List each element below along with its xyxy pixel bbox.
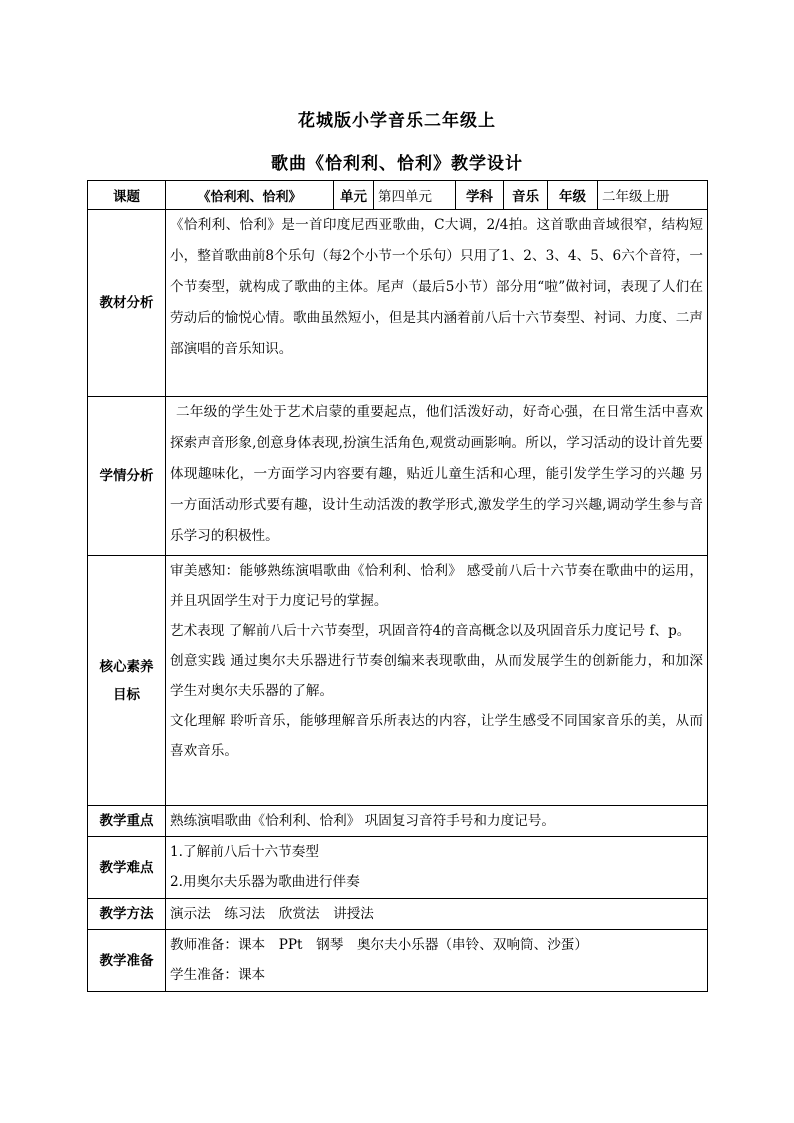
document-title-line2: 歌曲《恰利利、恰利》教学设计 — [271, 154, 523, 174]
student-analysis-content — [166, 397, 708, 556]
methods-text: 演示法 练习法 欣赏法 讲授法 — [170, 906, 374, 922]
preparation-item: 学生准备：课本 — [170, 967, 266, 983]
material-analysis-content — [166, 210, 708, 397]
difficulties-label: 教学难点 — [88, 837, 166, 899]
subject-label: 学科 — [456, 181, 504, 210]
methods-label: 教学方法 — [88, 899, 166, 930]
grade-value: 二年级上册 — [598, 181, 708, 210]
difficulty-item: 2.用奥尔夫乐器为歌曲进行伴奏 — [170, 874, 360, 890]
subject-value: 音乐 — [504, 181, 548, 210]
key-points-label: 教学重点 — [88, 806, 166, 837]
core-goals-label-line2: 目标 — [113, 686, 140, 703]
document-title-line1: 花城版小学音乐二年级上 — [298, 111, 496, 131]
difficulties-content — [166, 837, 708, 899]
student-analysis-text: 二年级的学生处于艺术启蒙的重要起点，他们活泼好动，好奇心强，在日常生活中喜欢探索声音形象,创意身体表现,扮演生活角色,观赏动画影响。所以，学习活动的设计首先要体现趣味化，一方面学习内容要有趣，贴近儿童生活和心理，能引发学生学习的兴趣 另一方面活动形式要有趣，设计生动活泼的教学形式,激发学生的学习兴趣,调动学生参与音乐学习的积极性。 — [170, 404, 703, 544]
lesson-plan-table — [87, 180, 708, 992]
key-points-row — [88, 806, 708, 837]
methods-content — [166, 899, 708, 930]
material-analysis-row — [88, 210, 708, 397]
key-points-content — [166, 806, 708, 837]
goal-item: 文化理解 聆听音乐，能够理解音乐所表达的内容，让学生感受不同国家音乐的美，从而喜欢音乐。 — [170, 713, 703, 759]
unit-value: 第四单元 — [374, 181, 456, 210]
header-row — [88, 181, 708, 210]
goal-item: 审美感知：能够熟练演唱歌曲《恰利利、恰利》 感受前八后十六节奏在歌曲中的运用，并且巩固学生对于力度记号的掌握。 — [170, 563, 703, 609]
preparation-item: 教师准备：课本 PPt 钢琴 奥尔夫小乐器（串铃、双响筒、沙蛋） — [170, 937, 588, 953]
material-analysis-label: 教材分析 — [88, 210, 166, 397]
difficulty-item: 1.了解前八后十六节奏型 — [170, 844, 319, 860]
material-analysis-text: 《恰利利、恰利》是一首印度尼西亚歌曲，C大调，2/4拍。这首歌曲音域很窄，结构短小，整首歌曲前8个乐句（每2个小节一个乐句）只用了1、2、3、4、5、6六个音符，一个节奏型，就构成了歌曲的主体。尾声（最后5小节）部分用“啦”做衬词，表现了人们在劳动后的愉悦心情。歌曲虽然短小，但是其内涵着前八后十六节奏型、衬词、力度、二声部演唱的音乐知识。 — [170, 217, 703, 357]
student-analysis-label: 学情分析 — [88, 397, 166, 556]
preparation-content — [166, 930, 708, 992]
core-goals-content — [166, 556, 708, 806]
key-points-text: 熟练演唱歌曲《恰利利、恰利》 巩固复习音符手号和力度记号。 — [170, 813, 555, 829]
goal-item: 艺术表现 了解前八后十六节奏型，巩固音符4的音高概念以及巩固音乐力度记号 f、p。 — [170, 623, 691, 639]
goal-item: 创意实践 通过奥尔夫乐器进行节奏创编来表现歌曲，从而发展学生的创新能力，和加深学生对奥尔夫乐器的了解。 — [170, 653, 703, 699]
methods-row — [88, 899, 708, 930]
core-goals-row — [88, 556, 708, 806]
topic-label: 课题 — [88, 181, 166, 210]
core-goals-label-line1: 核心素养 — [99, 658, 154, 675]
student-analysis-row — [88, 397, 708, 556]
preparation-row — [88, 930, 708, 992]
unit-label: 单元 — [334, 181, 374, 210]
grade-label: 年级 — [548, 181, 598, 210]
preparation-label: 教学准备 — [88, 930, 166, 992]
difficulties-row — [88, 837, 708, 899]
core-goals-label — [88, 556, 166, 806]
topic-value: 《恰利利、恰利》 — [166, 181, 334, 210]
